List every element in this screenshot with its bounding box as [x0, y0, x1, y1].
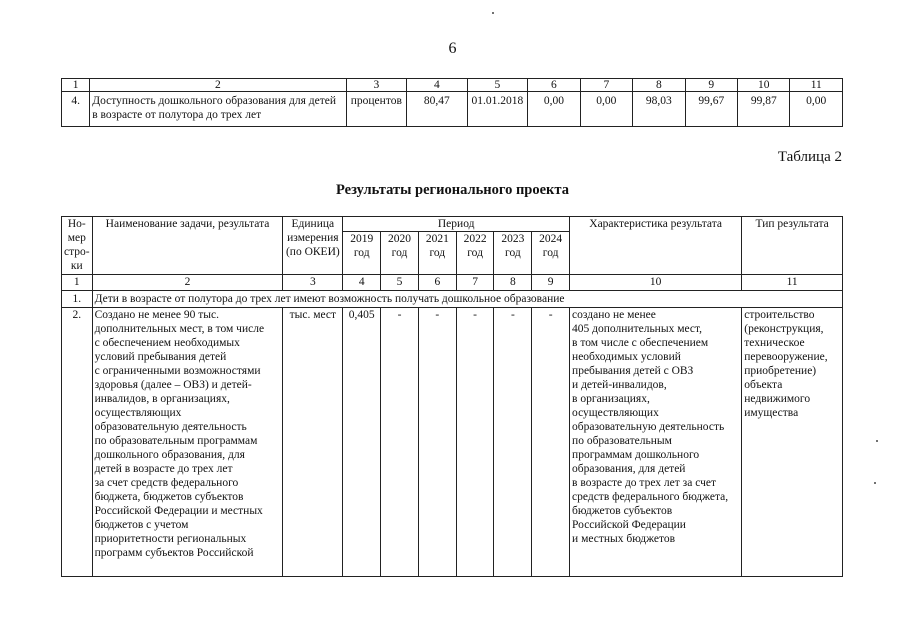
- year-value-cell: 99,87: [738, 92, 790, 127]
- year-value-cell: 0,00: [528, 92, 580, 127]
- header-number: Но- мер стро- ки: [62, 217, 93, 275]
- year-value-cell: 0,405: [343, 308, 381, 577]
- table-row: [62, 308, 843, 577]
- header-characteristic: Характеристика результата: [570, 217, 742, 275]
- col-number: 10: [738, 79, 790, 92]
- task-cell: Создано не менее 90 тыс. дополнительных мест, в том числе с обеспечением необходимых условий пребывания детей с ограниченными возможностями здоровья (далее – ОВЗ) и детей- инвалидов, в организациях, осуществляющих образовательную деятельность по образовательным программам дошкольного образования, для детей в возрасте до трех лет за счет средств федерального бюджета, бюджетов субъектов Российской Федерации и местных бюджетов с учетом приоритетности региональных программ субъектов Российской: [92, 308, 283, 577]
- indicator-table: [61, 78, 843, 127]
- col-number: 5: [467, 79, 528, 92]
- unit-cell: тыс. мест: [283, 308, 343, 577]
- col-number: 10: [570, 275, 742, 291]
- base-value-cell: 80,47: [407, 92, 468, 127]
- col-number: 7: [580, 79, 632, 92]
- year-value-cell: 0,00: [790, 92, 843, 127]
- col-number: 4: [343, 275, 381, 291]
- row-number: 2.: [62, 308, 93, 577]
- scan-speck: [876, 440, 878, 442]
- col-number: 2: [90, 79, 346, 92]
- col-number: 9: [532, 275, 570, 291]
- unit-cell: процентов: [346, 92, 407, 127]
- section-text: Дети в возрасте от полутора до трех лет имеют возможность получать дошкольное образование: [92, 291, 842, 308]
- year-value-cell: -: [418, 308, 456, 577]
- year-value-cell: 0,00: [580, 92, 632, 127]
- section-row: [62, 291, 843, 308]
- column-number-row: [62, 79, 843, 92]
- year-value-cell: 98,03: [633, 92, 685, 127]
- col-number: 2: [92, 275, 283, 291]
- header-year: 2024 год: [532, 232, 570, 275]
- col-number: 7: [456, 275, 494, 291]
- header-year: 2020 год: [381, 232, 419, 275]
- page-number: 6: [448, 40, 457, 57]
- year-value-cell: -: [494, 308, 532, 577]
- table-title: Результаты регионального проекта: [336, 182, 569, 198]
- table-row: [62, 92, 843, 127]
- header-year: 2019 год: [343, 232, 381, 275]
- result-type-cell: строительство (реконструкция, техническое перевооружение, приобретение) объекта недвижимого имущества: [742, 308, 843, 577]
- col-number: 9: [685, 79, 737, 92]
- year-value-cell: 99,67: [685, 92, 737, 127]
- scan-speck: [492, 12, 494, 14]
- year-value-cell: -: [456, 308, 494, 577]
- header-period: Период: [343, 217, 570, 232]
- section-number: 1.: [62, 291, 93, 308]
- col-number: 4: [407, 79, 468, 92]
- header-unit: Единица измерения (по ОКЕИ): [283, 217, 343, 275]
- col-number: 8: [633, 79, 685, 92]
- characteristic-cell: создано не менее 405 дополнительных мест, в том числе с обеспечением необходимых условий пребывания детей с ОВЗ и детей-инвалидов, в организациях, осуществляющих образовательную деятельность по образовательным программам дошкольного образования, для детей в возрасте до трех лет за счет средств федерального бюджета, бюджетов субъектов Российской Федерации и местных бюджетов: [570, 308, 742, 577]
- col-number: 1: [62, 275, 93, 291]
- table-label: Таблица 2: [777, 149, 842, 165]
- header-year: 2023 год: [494, 232, 532, 275]
- col-number: 1: [62, 79, 90, 92]
- col-number: 5: [381, 275, 419, 291]
- col-number: 8: [494, 275, 532, 291]
- header-type: Тип результата: [742, 217, 843, 275]
- scan-speck: [874, 482, 876, 484]
- col-number: 6: [528, 79, 580, 92]
- base-date-cell: 01.01.2018: [467, 92, 528, 127]
- col-number: 3: [346, 79, 407, 92]
- year-value-cell: -: [381, 308, 419, 577]
- col-number: 3: [283, 275, 343, 291]
- column-number-row: [62, 275, 843, 291]
- row-number: 4.: [62, 92, 90, 127]
- col-number: 11: [742, 275, 843, 291]
- col-number: 6: [418, 275, 456, 291]
- header-year: 2021 год: [418, 232, 456, 275]
- year-value-cell: -: [532, 308, 570, 577]
- col-number: 11: [790, 79, 843, 92]
- header-row: [62, 217, 843, 232]
- results-table: [61, 216, 843, 577]
- header-task: Наименование задачи, результата: [92, 217, 283, 275]
- indicator-name: Доступность дошкольного образования для детей в возрасте от полутора до трех лет: [90, 92, 346, 127]
- header-year: 2022 год: [456, 232, 494, 275]
